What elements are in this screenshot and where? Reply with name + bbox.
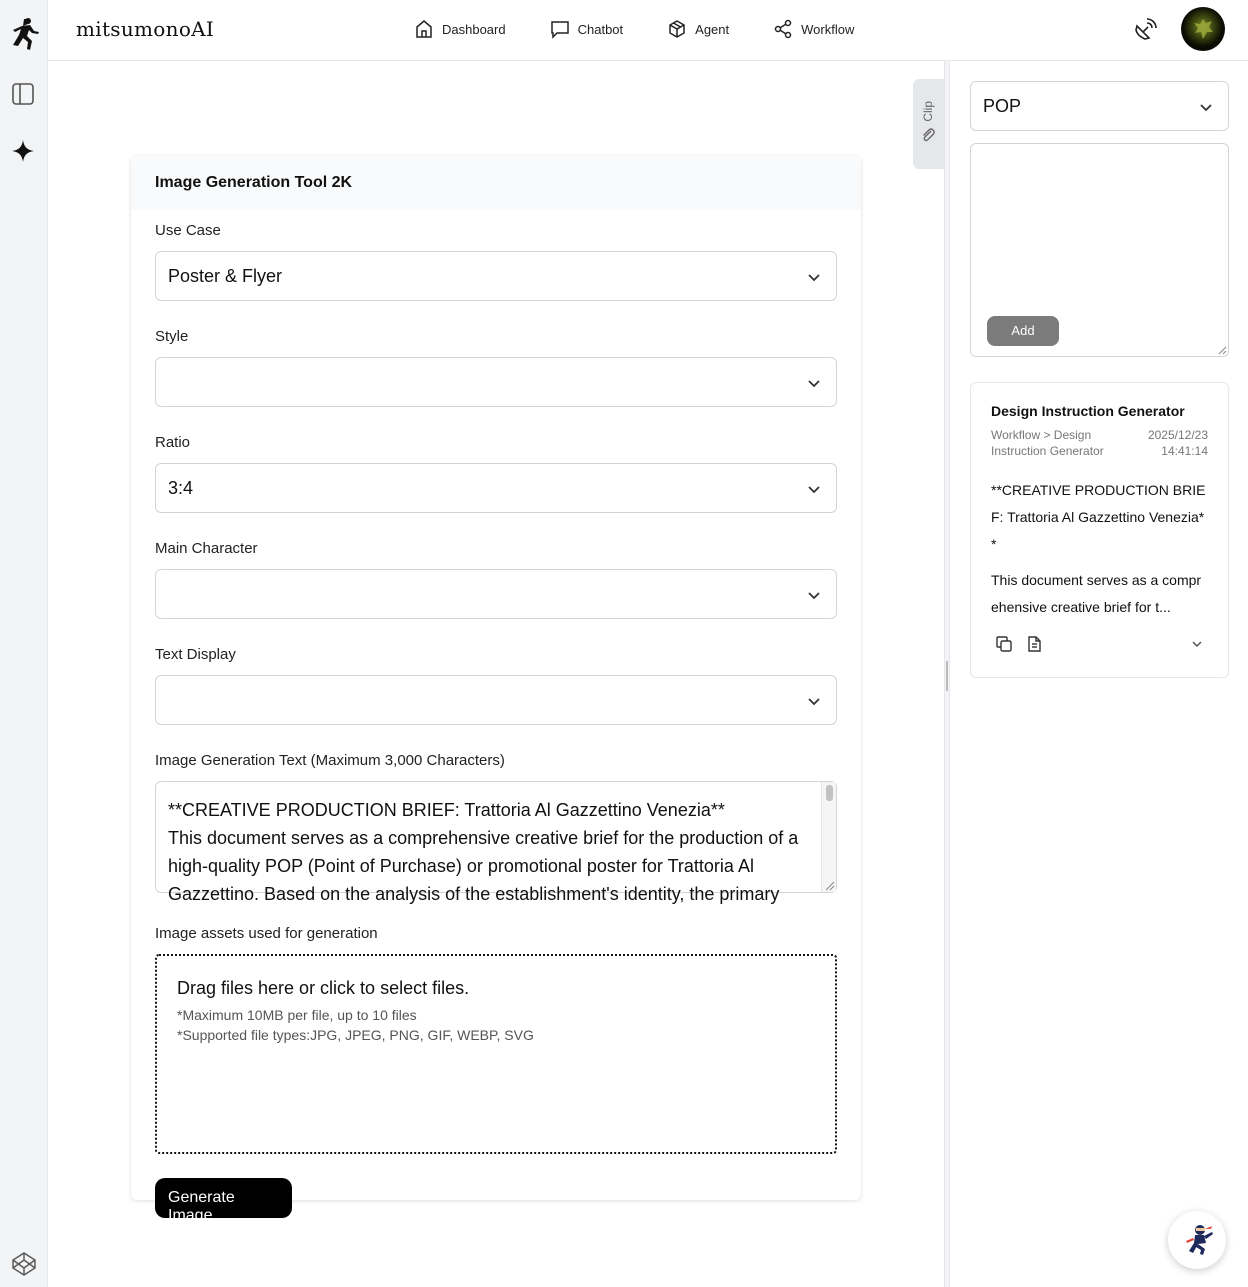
history-date: 2025/12/23 [1147, 428, 1208, 442]
chevron-down-icon [806, 481, 822, 497]
cube-icon [667, 19, 687, 39]
sparkle-icon[interactable] [11, 139, 35, 163]
history-card[interactable] [970, 382, 1229, 678]
brand-name: mitsumonoAI [76, 17, 215, 41]
main-nav [414, 18, 898, 40]
generate-image-button[interactable]: Generate Image [155, 1178, 292, 1218]
left-rail [0, 0, 48, 1287]
add-button[interactable]: Add [987, 316, 1059, 346]
chevron-down-icon [1198, 99, 1214, 115]
category-select[interactable] [970, 81, 1229, 131]
form-title: Image Generation Tool 2K [131, 156, 861, 210]
user-avatar[interactable] [1181, 7, 1225, 51]
category-value: POP [983, 95, 1022, 116]
copy-icon[interactable] [995, 635, 1013, 653]
ratio-label: Ratio [155, 434, 191, 451]
history-meta [991, 427, 1208, 459]
clip-label: Clip [921, 101, 935, 122]
style-select[interactable] [155, 357, 837, 407]
chevron-down-icon [806, 269, 822, 285]
style-label: Style [155, 328, 189, 345]
assets-label: Image assets used for generation [155, 925, 378, 942]
history-body [991, 477, 1208, 621]
text-display-label: Text Display [155, 646, 236, 663]
history-time: 14:41:14 [1161, 444, 1208, 458]
nav-agent-label: Agent [695, 21, 730, 37]
gen-text-value: **CREATIVE PRODUCTION BRIEF: Trattoria Al Gazzettino Venezia** This document serves as a comprehensive creative brief for the production of a high-quality POP (Point of Purchase) or promotional poster for Trattoria Al Gazzettino. Based on the analysis of the establishment's identity, the primary [168, 800, 799, 904]
assistant-fab[interactable] [1168, 1211, 1226, 1269]
document-icon[interactable] [1025, 635, 1043, 653]
nav-dashboard[interactable] [414, 18, 506, 40]
home-icon [414, 19, 434, 39]
sidebar-toggle-icon[interactable] [12, 83, 34, 105]
use-case-label: Use Case [155, 222, 221, 239]
history-heading: **CREATIVE PRODUCTION BRIEF: Trattoria Al Gazzettino Venezia** [991, 482, 1206, 552]
avatar-figure-icon [1181, 7, 1225, 51]
nav-workflow[interactable] [773, 18, 854, 40]
file-dropzone[interactable] [155, 954, 837, 1154]
nav-chatbot-label: Chatbot [577, 21, 624, 37]
resize-grip-icon[interactable] [1217, 345, 1227, 355]
dropzone-types-note: *Supported file types:JPG, JPEG, PNG, GIF, WEBP, SVG [177, 1027, 534, 1043]
image-generation-form [131, 156, 861, 1224]
memo-textarea[interactable] [970, 143, 1229, 357]
gen-text-label: Image Generation Text (Maximum 3,000 Characters) [155, 752, 505, 769]
history-path: Workflow > Design Instruction Generator [991, 428, 1104, 458]
main-area [48, 61, 944, 1287]
chevron-down-icon [806, 375, 822, 391]
codepen-icon[interactable] [11, 1251, 37, 1277]
dropzone-size-note: *Maximum 10MB per file, up to 10 files [177, 1007, 417, 1023]
top-header [48, 0, 1248, 61]
nav-workflow-label: Workflow [801, 21, 855, 37]
chat-icon [550, 19, 570, 39]
resize-grip-icon[interactable] [823, 879, 835, 891]
ninja-mascot-icon [1178, 1221, 1216, 1259]
history-excerpt: This document serves as a comprehensive creative brief for t... [991, 572, 1202, 615]
ratio-select[interactable] [155, 463, 837, 513]
share-icon [773, 19, 793, 39]
main-character-select[interactable] [155, 569, 837, 619]
use-case-select[interactable] [155, 251, 837, 301]
history-actions [995, 635, 1043, 653]
gen-text-textarea[interactable] [155, 781, 837, 904]
right-panel [950, 61, 1248, 1287]
text-display-select[interactable] [155, 675, 837, 725]
chevron-down-icon [806, 587, 822, 603]
nav-dashboard-label: Dashboard [442, 21, 506, 37]
clip-tab[interactable] [913, 79, 944, 169]
nav-agent[interactable] [667, 18, 729, 40]
textarea-scrollbar[interactable] [821, 782, 836, 892]
runner-logo-icon[interactable] [8, 16, 40, 52]
chevron-down-icon [806, 693, 822, 709]
main-character-label: Main Character [155, 540, 258, 557]
history-title: Design Instruction Generator [991, 403, 1185, 419]
nav-chatbot[interactable] [550, 18, 624, 40]
use-case-value: Poster & Flyer [168, 265, 283, 286]
chevron-down-icon[interactable] [1190, 637, 1204, 651]
satellite-icon[interactable] [1132, 17, 1158, 43]
dropzone-title: Drag files here or click to select files. [177, 978, 470, 998]
history-timestamp [1148, 427, 1208, 459]
paperclip-icon [920, 127, 936, 143]
ratio-value: 3:4 [168, 477, 194, 498]
